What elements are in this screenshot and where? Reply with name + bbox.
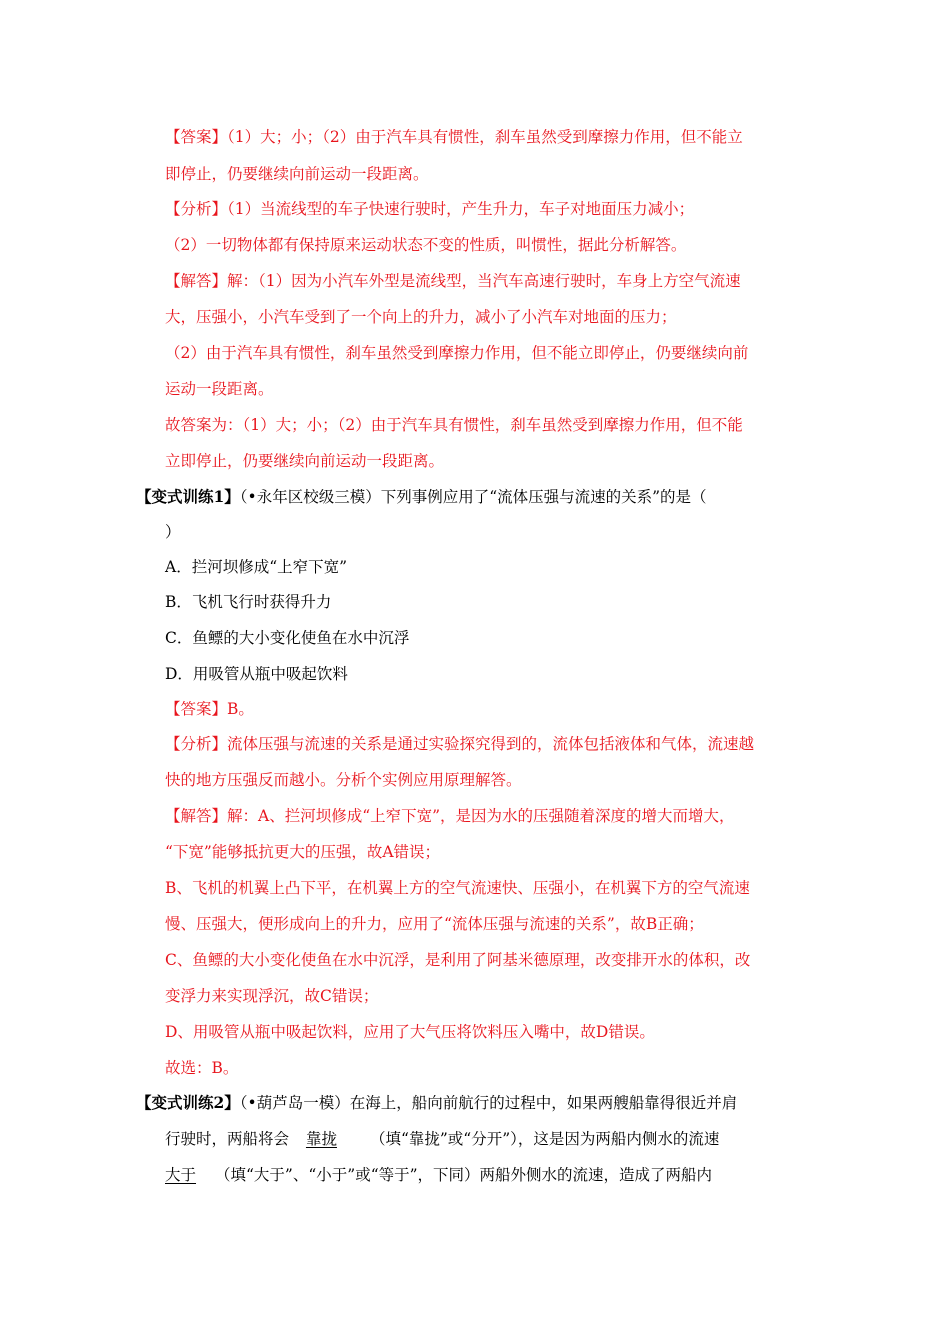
exercise1-analysis-line-1 bbox=[165, 733, 754, 755]
exercise1-analysis-line-2: 快的地方压强反而越小。分析个实例应用原理解答。 bbox=[165, 771, 522, 789]
option-b: B．飞机飞行时获得升力 bbox=[165, 593, 332, 611]
exercise1-answer-tag: 【答案】 bbox=[165, 700, 228, 718]
fill-blank-1: 靠拢 bbox=[305, 1130, 337, 1148]
exercise1-solution-line-3: B、飞机的机翼上凸下平，在机翼上方的空气流速快、压强小，在机翼下方的空气流速 bbox=[165, 879, 750, 897]
exercise1-question-line-1 bbox=[136, 486, 707, 508]
solution-line-3: （2）由于汽车具有惯性，刹车虽然受到摩擦力作用，但不能立即停止，仍要继续向前 bbox=[165, 344, 749, 362]
answer-text: （1）大；小；（2）由于汽车具有惯性，刹车虽然受到摩擦力作用，但不能立 bbox=[227, 128, 743, 146]
solution-line-1 bbox=[165, 270, 741, 292]
analysis-text: （1）当流线型的车子快速行驶时，产生升力，车子对地面压力减小； bbox=[227, 200, 695, 218]
option-d: D．用吸管从瓶中吸起饮料 bbox=[165, 665, 348, 683]
exercise1-solution-line-6: 变浮力来实现浮沉，故C错误； bbox=[165, 987, 379, 1005]
solution-line-4: 运动一段距离。 bbox=[165, 380, 274, 398]
answer-tag: 【答案】 bbox=[165, 128, 228, 146]
exercise2-text-b: （填“靠拢”或“分开”），这是因为两船内侧水的流速 bbox=[369, 1130, 720, 1148]
solution-text: 解：（1）因为小汽车外型是流线型，当汽车高速行驶时，车身上方空气流速 bbox=[227, 272, 741, 290]
exercise1-solution-line-1 bbox=[165, 805, 735, 827]
exercise2-question-line-3 bbox=[165, 1164, 712, 1186]
solution-line-2: 大，压强小，小汽车受到了一个向上的升力，减小了小汽车对地面的压力； bbox=[165, 308, 677, 326]
exercise1-analysis-text: 流体压强与流速的关系是通过实验探究得到的，流体包括液体和气体，流速越 bbox=[227, 735, 755, 753]
exercise1-final: 故选：B。 bbox=[165, 1059, 239, 1077]
exercise2-title: 【变式训练2】 bbox=[136, 1093, 240, 1112]
exercise2-text-a: 行驶时，两船将会 bbox=[165, 1130, 290, 1148]
exercise1-title: 【变式训练1】 bbox=[136, 487, 240, 506]
solution-tag: 【解答】 bbox=[165, 272, 228, 290]
answer-line-1 bbox=[165, 126, 743, 148]
exercise1-question-line-2: ） bbox=[165, 523, 181, 541]
option-a: A．拦河坝修成“上窄下宽” bbox=[165, 558, 348, 576]
exercise2-question: （•葫芦岛一模）在海上，船向前航行的过程中，如果两艘船靠得很近并肩 bbox=[239, 1094, 738, 1112]
exercise1-analysis-tag: 【分析】 bbox=[165, 735, 228, 753]
exercise1-answer: B。 bbox=[227, 700, 254, 718]
exercise1-question: （•永年区校级三模）下列事例应用了“流体压强与流速的关系”的是（ bbox=[239, 488, 707, 506]
analysis-tag: 【分析】 bbox=[165, 200, 228, 218]
exercise2-question-line-1 bbox=[136, 1092, 737, 1114]
fill-blank-2: 大于 bbox=[165, 1166, 197, 1184]
exercise1-solution-text: 解：A、拦河坝修成“上窄下宽”，是因为水的压强随着深度的增大而增大， bbox=[227, 807, 735, 825]
final-answer-line-1: 故答案为：（1）大；小；（2）由于汽车具有惯性，刹车虽然受到摩擦力作用，但不能 bbox=[165, 416, 743, 434]
exercise1-answer-line bbox=[165, 698, 254, 720]
analysis-line-1 bbox=[165, 198, 694, 220]
exercise1-solution-tag: 【解答】 bbox=[165, 807, 228, 825]
exercise1-solution-line-4: 慢、压强大，便形成向上的升力，应用了“流体压强与流速的关系”，故B正确； bbox=[165, 915, 704, 933]
exercise1-solution-line-7: D、用吸管从瓶中吸起饮料，应用了大气压将饮料压入嘴中，故D错误。 bbox=[165, 1023, 655, 1041]
analysis-line-2: （2）一切物体都有保持原来运动状态不变的性质，叫惯性，据此分析解答。 bbox=[165, 236, 687, 254]
exercise2-question-line-2 bbox=[165, 1128, 719, 1150]
exercise1-solution-line-5: C、鱼鳔的大小变化使鱼在水中沉浮，是利用了阿基米德原理，改变排开水的体积，改 bbox=[165, 951, 751, 969]
final-answer-line-2: 立即停止，仍要继续向前运动一段距离。 bbox=[165, 452, 445, 470]
exercise2-text-c: （填“大于”、“小于”或“等于”，下同）两船外侧水的流速，造成了两船内 bbox=[215, 1166, 713, 1184]
answer-line-2: 即停止，仍要继续向前运动一段距离。 bbox=[165, 165, 429, 183]
exercise1-solution-line-2: “下宽”能够抵抗更大的压强，故A错误； bbox=[165, 843, 441, 861]
option-c: C．鱼鳔的大小变化使鱼在水中沉浮 bbox=[165, 629, 410, 647]
